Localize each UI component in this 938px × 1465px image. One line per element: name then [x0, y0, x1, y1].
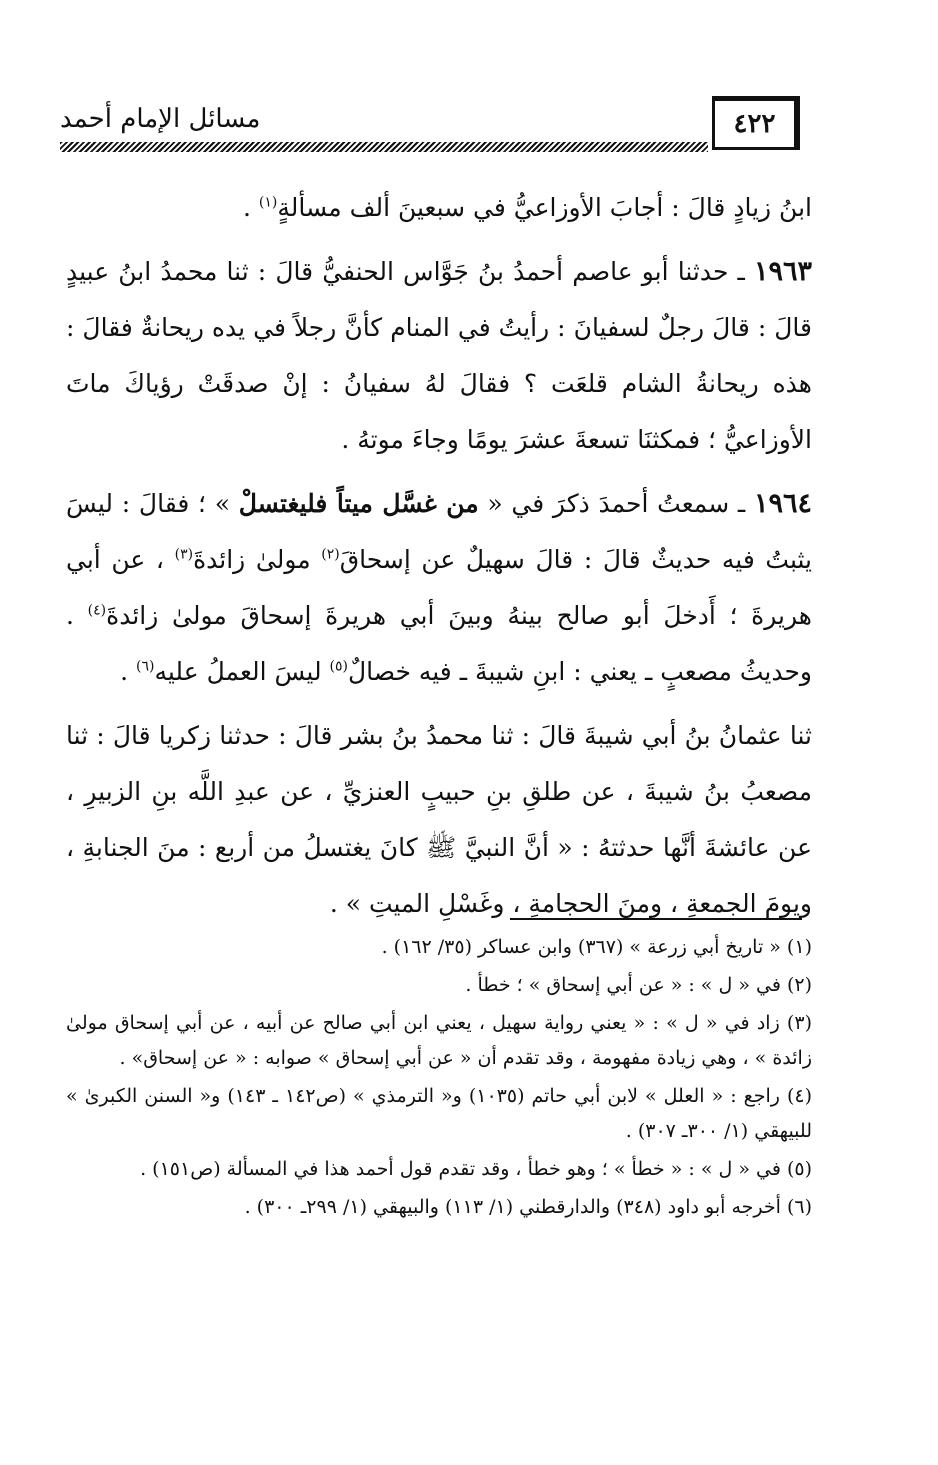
footnote-ref-6: (٦) — [136, 658, 155, 675]
footnote-ref-4: (٤) — [87, 602, 107, 619]
paragraph-1964-text-f: ليسَ العملُ عليه — [154, 657, 330, 686]
paragraph-1964-text-g: . — [120, 657, 137, 686]
page-number: ٤٢٢ — [712, 96, 800, 150]
footnote-ref-2: (٢) — [321, 546, 340, 563]
paragraph-1 — [66, 180, 812, 236]
paragraph-isnad-text: ثنا عثمانُ بنُ أبي شيبةَ قالَ : ثنا محمدُ بنُ بشر قالَ : حدثنا زكريا قالَ : ثنا مصعبُ بنُ شيبةَ ، عن طلقِ بنِ حبيبٍ العنزيِّ ، عن عبدِ اللَّه بنِ الزبيرِ ، عن عائشةَ أنَّها حدثتهُ : « أنَّ النبيَّ ﷺ كانَ يغتسلُ من أربع : منَ الجنابةِ ، ويومَ الجمعةِ ، ومنَ الحجامةِ ، وغَسْلِ الميتِ » . — [66, 721, 812, 918]
paragraph-1964-text-a: ـ سمعتُ أحمدَ ذكرَ في « — [478, 489, 754, 518]
running-title: مسائل الإمام أحمد — [60, 104, 261, 134]
paragraph-isnad — [66, 708, 812, 932]
main-text — [66, 180, 812, 940]
footnote-ref-5: (٥) — [329, 658, 348, 675]
issue-number-1964: ١٩٦٤ — [753, 488, 812, 519]
paragraph-1964-text-e: . وحديثُ مصعبٍ ـ يعني : ابنِ شيبةَ ـ فيه خصالٌ — [66, 601, 812, 686]
footnote-separator — [510, 918, 802, 920]
footnote-3: (٣) زاد في « ل » : « يعني رواية سهيل ، يعني ابن أبي صالح عن أبيه ، عن أبي إسحاق مولىٰ زائدة » ، وهي زيادة مفهومة ، وقد تقدم أن « عن أبي إسحاق » صوابه : « عن إسحاق» . — [66, 1012, 812, 1069]
footnote-5: (٥) في « ل » : « خطأ » ؛ وهو خطأ ، وقد تقدم قول أحمد هذا في المسألة (ص١٥١) . — [140, 1158, 812, 1180]
page-header — [60, 96, 800, 160]
footnote-1: (١) « تاريخ أبي زرعة » (٣٦٧) وابن عساكر (٣٥/ ١٦٢) . — [381, 936, 812, 958]
paragraph-1964-text-d: ، عن أبي هريرةَ ؛ أَدخلَ أبو صالح بينهُ وبينَ أبي هريرةَ إسحاقَ مولىٰ زائدةَ — [66, 545, 812, 630]
paragraph-1-end: . — [242, 193, 259, 222]
paragraph-1963-text: ـ حدثنا أبو عاصم أحمدُ بنُ جَوَّاس الحنفيُّ قالَ : ثنا محمدُ ابنُ عبيدٍ قالَ : قالَ رجلٌ لسفيانَ : رأيتُ في المنام كأنَّ رجلاً في يده ريحانةٌ فقالَ : هذه ريحانةُ الشام قلعَت ؟ فقالَ لهُ سفيانُ : إنْ صدقَتْ رؤياكَ ماتَ الأوزاعيُّ ؛ فمكثنَا تسعةَ عشرَ يومًا وجاءَ موتهُ . — [66, 257, 812, 454]
footnote-6: (٦) أخرجه أبو داود (٣٤٨) والدارقطني (١/ ١١٣) والبيهقي (١/ ٢٩٩ـ ٣٠٠) . — [244, 1196, 812, 1218]
paragraph-1964 — [66, 476, 812, 700]
header-hatch-rule — [60, 142, 708, 152]
paragraph-1-text: ابنُ زيادٍ قالَ : أجابَ الأوزاعيُّ في سبعينَ ألف مسألةٍ — [277, 193, 812, 222]
footnote-ref-3: (٣) — [174, 546, 194, 563]
hadith-title: من غسَّل ميتاً فليغتسلْ — [238, 489, 479, 518]
footnote-4: (٤) راجع : « العلل » لابن أبي حاتم (١٠٣٥) و« الترمذي » (ص١٤٢ ـ ١٤٣) و« السنن الكبرىٰ » للبيهقي (١/ ٣٠٠ـ ٣٠٧) . — [66, 1085, 813, 1142]
issue-number-1963: ١٩٦٣ — [753, 256, 812, 287]
footnotes — [66, 930, 812, 1228]
paragraph-1963 — [66, 244, 812, 468]
footnote-2: (٢) في « ل » : « عن أبي إسحاق » ؛ خطأ . — [465, 974, 812, 996]
paragraph-1964-text-b: » ؛ فقالَ : ليسَ يثبتُ فيه حديثٌ قالَ : قالَ سهيلٌ عن إسحاقَ — [66, 489, 812, 574]
paragraph-1964-text-c: مولىٰ زائدةَ — [193, 545, 322, 574]
footnote-ref-1: (١) — [258, 194, 278, 211]
